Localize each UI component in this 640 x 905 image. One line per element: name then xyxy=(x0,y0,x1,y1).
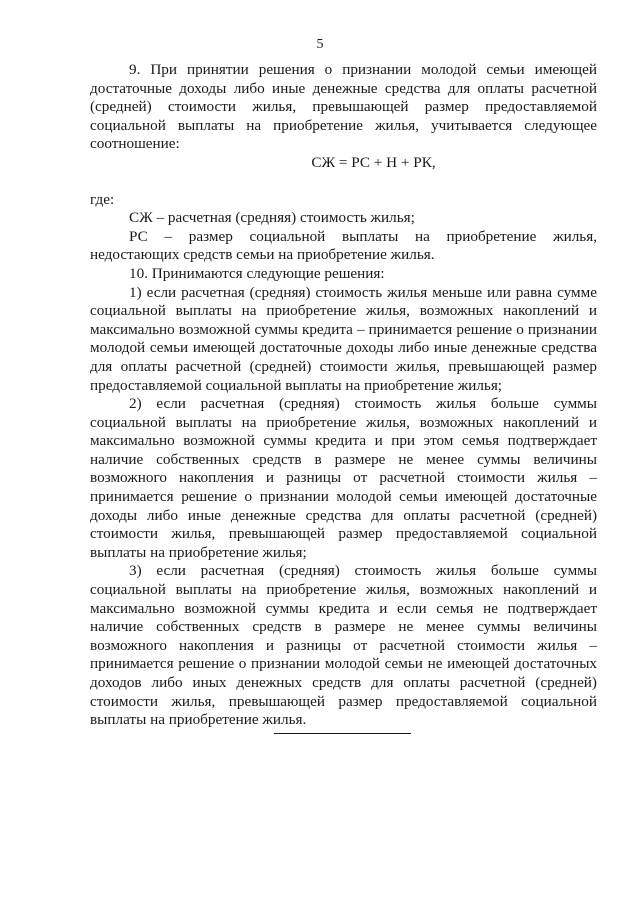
decision-1: 1) если расчетная (средняя) стоимость жилья меньше или равна сумме социальной выплаты на приобретение жилья, возможных накоплений и максимально возможной суммы кредита – принимается решение о признании молодой семьи имеющей достаточные доходы либо иные денежные средства для оплаты расчетной (средней) стоимости жилья, превышающей размер предоставляемой социальной выплаты на приобретение жилья; xyxy=(90,283,597,394)
paragraph-9: 9. При принятии решения о признании молодой семьи имеющей достаточные доходы либо иные денежные средства для оплаты расчетной (средней) стоимости жилья, превышающей размер предоставляемой социальной выплаты на приобретение жилья, учитывается следующее соотношение: xyxy=(90,61,597,153)
page-number: 5 xyxy=(316,37,324,52)
definition-sj: СЖ – расчетная (средняя) стоимость жилья; xyxy=(129,209,415,227)
decision-2: 2) если расчетная (средняя) стоимость жилья больше суммы социальной выплаты на приобретение жилья, возможных накоплений и максимально возможной суммы кредита и при этом семья подтверждает наличие собственных средств в размере не менее суммы величины возможного накопления и разницы от расчетной стоимости жилья – принимается решение о признании молодой семьи имеющей достаточные доходы либо иные денежные средства для оплаты расчетной (средней) стоимости жилья, превышающей размер предоставляемой социальной выплаты на приобретение жилья; xyxy=(90,395,597,561)
end-divider-line xyxy=(274,733,411,734)
formula: СЖ = РС + Н + РК, xyxy=(311,153,436,171)
decision-3: 3) если расчетная (средняя) стоимость жилья больше суммы социальной выплаты на приобретение жилья, возможных накоплений и максимально возможной суммы кредита и если семья не подтверждает наличие собственных средств в размере не менее суммы величины возможного накопления и разницы от расчетной стоимости жилья – принимается решение о признании молодой семьи не имеющей достаточных доходов либо иных денежных средств для оплаты расчетной (средней) стоимости жилья, превышающей размер предоставляемой социальной выплаты на приобретение жилья. xyxy=(90,562,597,729)
spacer xyxy=(90,173,597,191)
definition-rs: РС – размер социальной выплаты на приобретение жилья, недостающих средств семьи на приобретение жилья. xyxy=(90,227,597,264)
paragraph-10: 10. Принимаются следующие решения: xyxy=(129,264,385,282)
where-label: где: xyxy=(90,190,115,208)
document-body xyxy=(90,61,597,730)
